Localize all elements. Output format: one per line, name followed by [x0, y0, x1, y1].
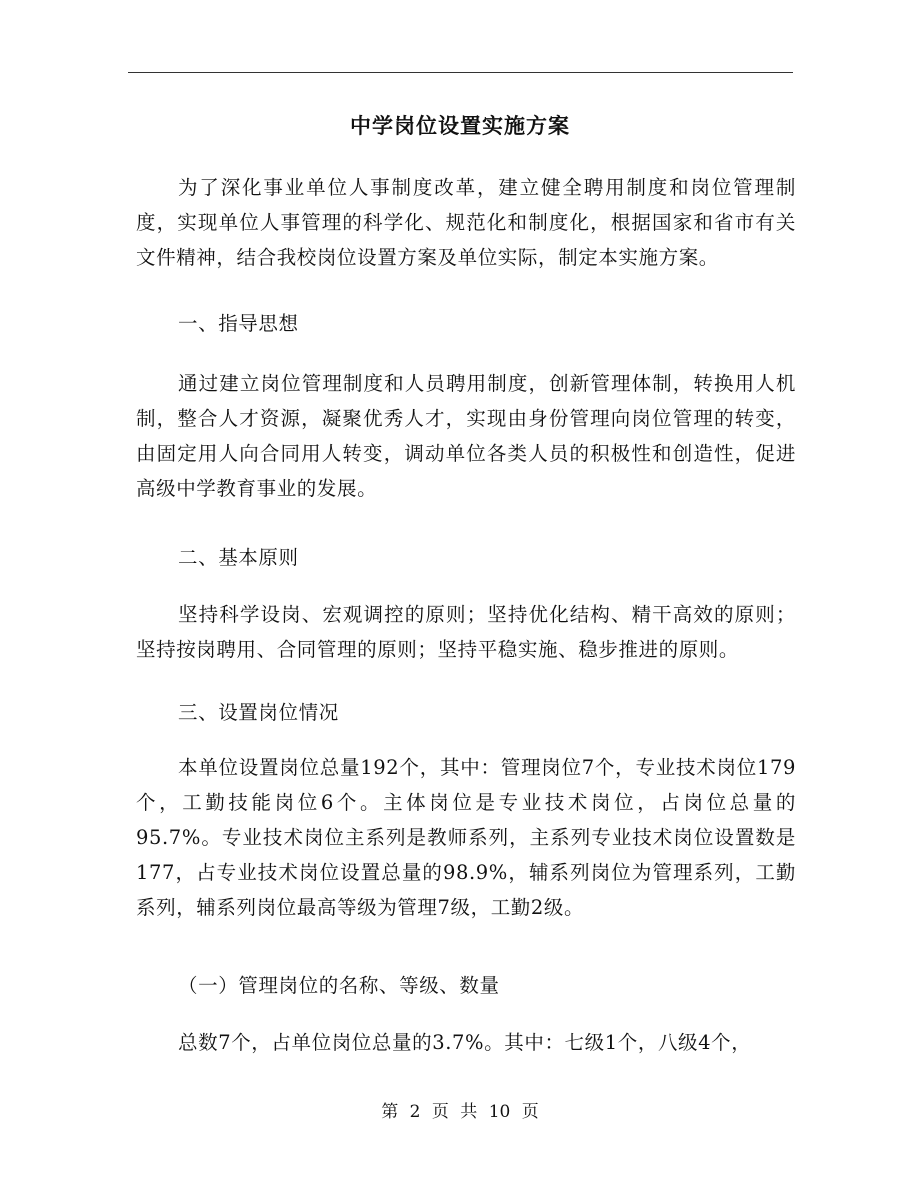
header-rule [128, 72, 793, 73]
document-title: 中学岗位设置实施方案 [350, 113, 570, 138]
section2-heading: 二、基本原则 [178, 546, 299, 569]
section3-paragraph: 本单位设置岗位总量192个，其中：管理岗位7个，专业技术岗位179个，工勤技能岗位6个。主体岗位是专业技术岗位，占岗位总量的95.7%。专业技术岗位主系列是教师系列，主系列专业技术岗位设置数是177，占专业技术岗位设置总量的98.9%，辅系列岗位为管理系列，工勤系列，辅系列岗位最高等级为管理7级，工勤2级。 [136, 756, 796, 919]
section3-heading: 三、设置岗位情况 [178, 701, 339, 724]
section2-paragraph: 坚持科学设岗、宏观调控的原则；坚持优化结构、精干高效的原则；坚持按岗聘用、合同管理的原则；坚持平稳实施、稳步推进的原则。 [136, 603, 796, 661]
subsection1-paragraph: 总数7个，占单位岗位总量的3.7%。其中：七级1个，八级4个， [178, 1031, 752, 1054]
section1-heading: 一、指导思想 [178, 312, 299, 335]
section1-paragraph: 通过建立岗位管理制度和人员聘用制度，创新管理体制，转换用人机制，整合人才资源，凝聚优秀人才，实现由身份管理向岗位管理的转变，由固定用人向合同用人转变，调动单位各类人员的积极性和创造性，促进高级中学教育事业的发展。 [136, 372, 796, 500]
subsection1-heading: （一）管理岗位的名称、等级、数量 [178, 974, 500, 997]
page-number: 第 2 页 共 10 页 [381, 1102, 539, 1122]
intro-paragraph: 为了深化事业单位人事制度改革，建立健全聘用制度和岗位管理制度，实现单位人事管理的科学化、规范化和制度化，根据国家和省市有关文件精神，结合我校岗位设置方案及单位实际，制定本实施方案。 [136, 176, 796, 269]
